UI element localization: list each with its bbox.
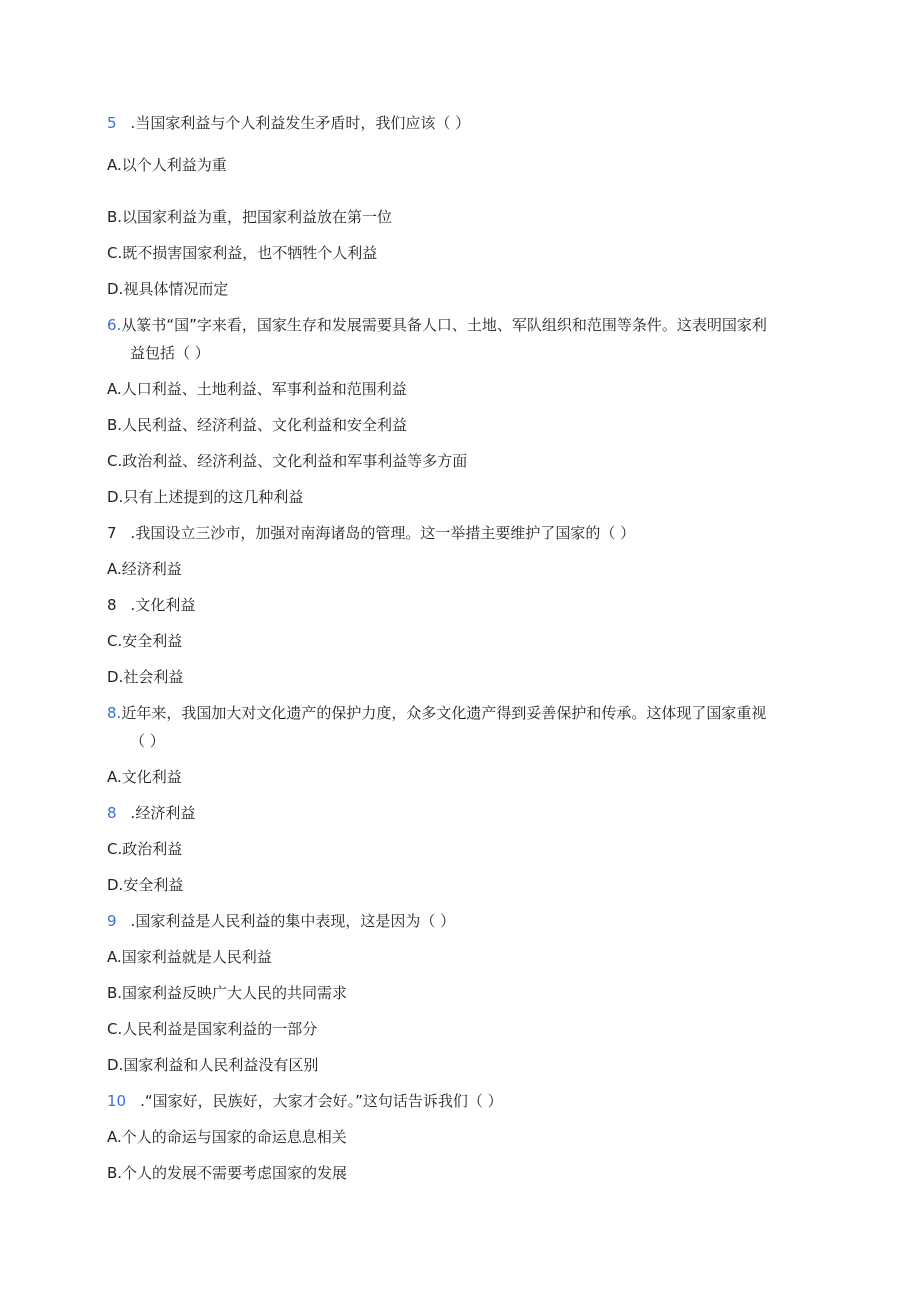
question-number: 6. — [107, 316, 122, 334]
question-text: .国家利益是人民利益的集中表现，这是因为（ ） — [130, 912, 456, 930]
question-6-stem-continued: 益包括（ ） — [130, 344, 210, 362]
question-9-stem — [107, 910, 455, 932]
question-number: 7 — [107, 524, 117, 542]
question-8-stem-continued: （ ） — [130, 732, 165, 750]
question-7-option-b — [107, 594, 195, 616]
question-6-option-a: A.人口利益、土地利益、军事利益和范围利益 — [107, 380, 407, 398]
question-7-option-a: A.经济利益 — [107, 560, 182, 578]
question-number: 5 — [107, 114, 117, 132]
question-6-stem — [107, 314, 767, 336]
question-8-option-d: D.安全利益 — [107, 876, 184, 894]
question-text: .我国设立三沙市，加强对南海诸岛的管理。这一举措主要维护了国家的（ ） — [130, 524, 636, 542]
question-7-option-d: D.社会利益 — [107, 668, 184, 686]
question-text: .“国家好，民族好，大家才会好。”这句话告诉我们（ ） — [140, 1092, 503, 1110]
question-10-option-b: B.个人的发展不需要考虑国家的发展 — [107, 1164, 348, 1182]
question-10-stem — [107, 1090, 503, 1112]
option-text: .经济利益 — [130, 804, 196, 822]
question-9-option-a: A.国家利益就是人民利益 — [107, 948, 272, 966]
question-number: 10 — [107, 1092, 127, 1110]
question-8-option-a: A.文化利益 — [107, 768, 182, 786]
option-number: 8 — [107, 804, 117, 822]
question-9-option-d: D.国家利益和人民利益没有区别 — [107, 1056, 319, 1074]
question-text: 从篆书“国”字来看，国家生存和发展需要具备人口、土地、军队组织和范围等条件。这表明国家利 — [121, 316, 767, 334]
question-number: 8. — [107, 704, 122, 722]
question-5-option-b: B.以国家利益为重，把国家利益放在第一位 — [107, 208, 393, 226]
question-10-option-a: A.个人的命运与国家的命运息息相关 — [107, 1128, 347, 1146]
question-9-option-b: B.国家利益反映广大人民的共同需求 — [107, 984, 348, 1002]
question-6-option-c: C.政治利益、经济利益、文化利益和军事利益等多方面 — [107, 452, 468, 470]
question-5-option-a: A.以个人利益为重 — [107, 156, 227, 174]
option-number: 8 — [107, 596, 117, 614]
question-text: .当国家利益与个人利益发生矛盾时，我们应该（ ） — [130, 114, 471, 132]
option-text: .文化利益 — [130, 596, 196, 614]
question-6-option-d: D.只有上述提到的这几种利益 — [107, 488, 304, 506]
question-9-option-c: C.人民利益是国家利益的一部分 — [107, 1020, 318, 1038]
question-7-stem — [107, 522, 635, 544]
question-7-option-c: C.安全利益 — [107, 632, 183, 650]
question-text: 近年来，我国加大对文化遗产的保护力度，众多文化遗产得到妥善保护和传承。这体现了国家重视 — [121, 704, 767, 722]
question-number: 9 — [107, 912, 117, 930]
question-6-option-b: B.人民利益、经济利益、文化利益和安全利益 — [107, 416, 408, 434]
question-8-option-c: C.政治利益 — [107, 840, 183, 858]
question-8-option-b — [107, 802, 195, 824]
question-5-option-c: C.既不损害国家利益，也不牺牲个人利益 — [107, 244, 378, 262]
question-8-stem — [107, 702, 766, 724]
question-5-stem — [107, 112, 470, 134]
question-5-option-d: D.视具体情况而定 — [107, 280, 229, 298]
